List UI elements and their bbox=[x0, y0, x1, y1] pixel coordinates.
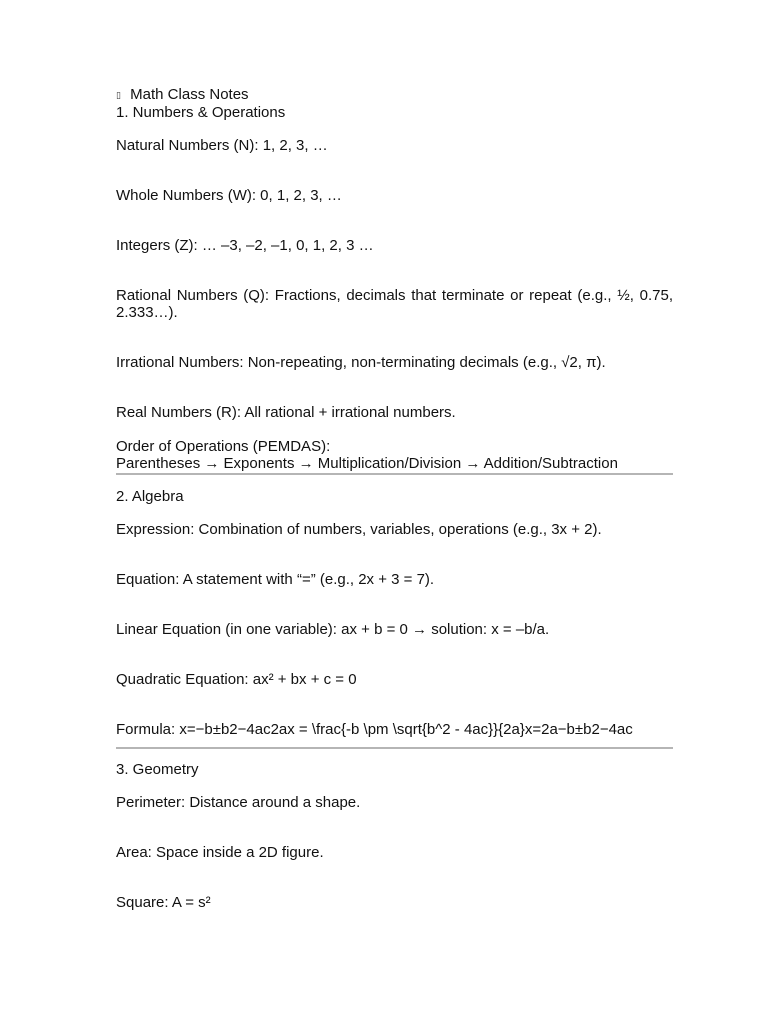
real-numbers-line: Real Numbers (R): All rational + irrational numbers. bbox=[116, 404, 456, 421]
whole-numbers-line: Whole Numbers (W): 0, 1, 2, 3, … bbox=[116, 187, 342, 204]
order-of-operations-label: Order of Operations (PEMDAS): bbox=[116, 438, 331, 455]
section-divider-1 bbox=[116, 473, 673, 475]
perimeter-line: Perimeter: Distance around a shape. bbox=[116, 794, 361, 811]
irrational-numbers-line: Irrational Numbers: Non-repeating, non-terminating decimals (e.g., √2, π). bbox=[116, 354, 606, 371]
document-title bbox=[116, 86, 673, 103]
equation-line: Equation: A statement with “=” (e.g., 2x + 3 = 7). bbox=[116, 571, 435, 588]
notes-icon: ▯ bbox=[116, 90, 121, 100]
square-area-line: Square: A = s² bbox=[116, 894, 211, 911]
quadratic-equation-line: Quadratic Equation: ax² + bx + c = 0 bbox=[116, 671, 357, 688]
natural-numbers-line: Natural Numbers (N): 1, 2, 3, … bbox=[116, 137, 328, 154]
document-title-text: Math Class Notes bbox=[130, 86, 249, 103]
section-heading-geometry: 3. Geometry bbox=[116, 761, 199, 778]
section-divider-2 bbox=[116, 747, 673, 749]
section-heading-numbers: 1. Numbers & Operations bbox=[116, 104, 286, 121]
quadratic-formula-line: Formula: x=−b±b2−4ac2ax = \frac{-b \pm \sqrt{b^2 - 4ac}}{2a}x=2a−b±b2−4ac bbox=[116, 721, 633, 738]
rational-numbers-line: Rational Numbers (Q): Fractions, decimals that terminate or repeat (e.g., ½, 0.75, 2.333…). bbox=[116, 287, 673, 321]
integers-line: Integers (Z): … –3, –2, –1, 0, 1, 2, 3 … bbox=[116, 237, 374, 254]
document-page bbox=[116, 86, 673, 911]
expression-line: Expression: Combination of numbers, variables, operations (e.g., 3x + 2). bbox=[116, 521, 602, 538]
section-heading-algebra: 2. Algebra bbox=[116, 488, 184, 505]
order-of-operations-sequence: Parentheses → Exponents → Multiplication/Division → Addition/Subtraction bbox=[116, 455, 618, 472]
linear-equation-line: Linear Equation (in one variable): ax + b = 0 → solution: x = –b/a. bbox=[116, 621, 550, 638]
area-line: Area: Space inside a 2D figure. bbox=[116, 844, 324, 861]
